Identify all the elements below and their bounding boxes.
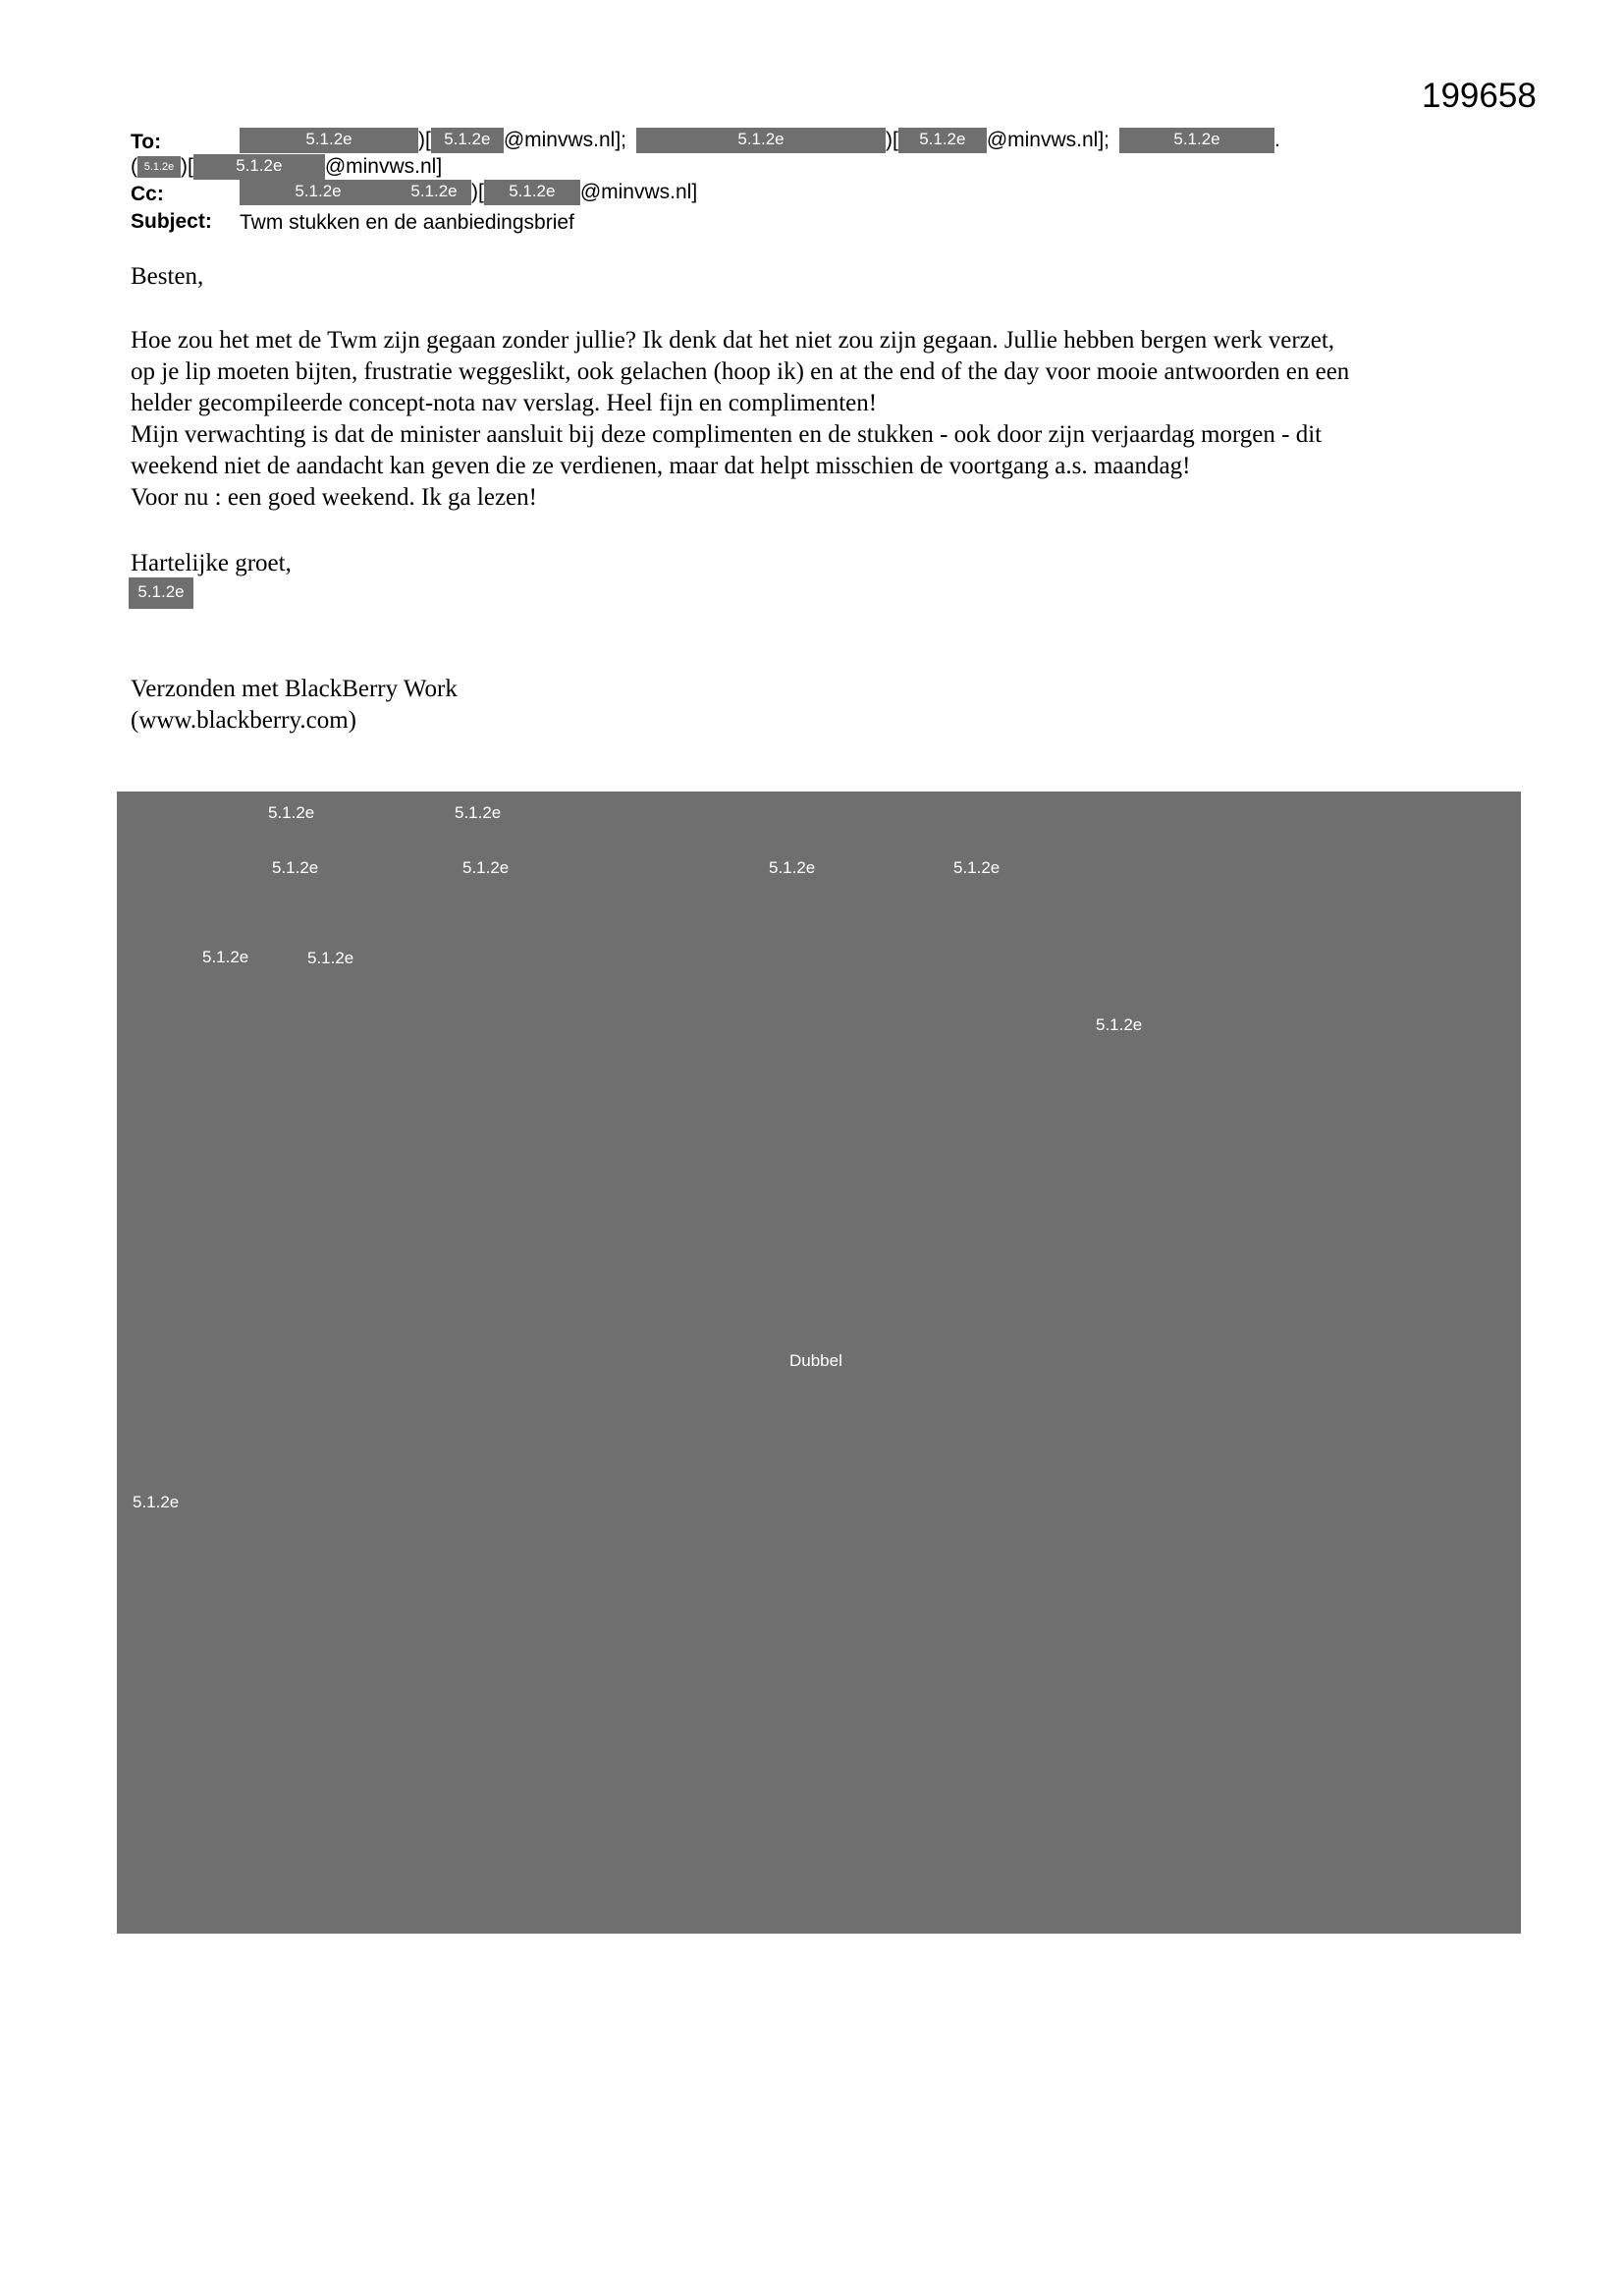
domain-text: @minvws.nl] xyxy=(579,181,698,203)
body-line: op je lip moeten bijten, frustratie weggeslikt, ook gelachen (hoop ik) en at the end of the day voor mooie antwoorden en een xyxy=(131,358,1350,385)
period: . xyxy=(1274,129,1280,151)
bracket: )[ xyxy=(181,155,193,178)
redaction: 5.1.2e xyxy=(240,180,397,205)
subject-label: Subject: xyxy=(131,210,212,233)
redaction-label: 5.1.2e xyxy=(462,858,510,877)
body-line: weekend niet de aandacht kan geven die ze verdienen, maar dat helpt misschien de voortgang a.s. maandag! xyxy=(131,453,1191,479)
to-label: To: xyxy=(131,131,162,153)
body-line: Voor nu : een goed weekend. Ik ga lezen! xyxy=(131,484,537,511)
closing: Hartelijke groet, xyxy=(131,550,292,576)
redaction: 5.1.2e xyxy=(431,128,504,153)
bracket: )[ xyxy=(418,129,431,151)
redaction: 5.1.2e xyxy=(129,577,193,609)
bracket: )[ xyxy=(471,181,484,203)
signature xyxy=(129,577,193,609)
redaction: 5.1.2e xyxy=(1119,128,1274,153)
dubbel-label: Dubbel xyxy=(789,1351,842,1370)
redaction-label: 5.1.2e xyxy=(455,803,502,822)
redaction: 5.1.2e xyxy=(397,180,471,205)
cc-label: Cc: xyxy=(131,183,164,205)
redaction-label: 5.1.2e xyxy=(202,948,249,966)
document-number: 199658 xyxy=(1422,77,1537,115)
body-line: Hoe zou het met de Twm zijn gegaan zonder jullie? Ik denk dat het niet zou zijn gegaan. Jullie hebben bergen werk verzet, xyxy=(131,327,1335,354)
greeting: Besten, xyxy=(131,263,204,290)
to-recipients-line1 xyxy=(240,128,1280,155)
redaction-label: 5.1.2e xyxy=(1096,1015,1143,1034)
domain-text: @minvws.nl]; xyxy=(986,129,1110,151)
body-line: helder gecompileerde concept-nota nav verslag. Heel fijn en complimenten! xyxy=(131,390,878,416)
domain-text: @minvws.nl]; xyxy=(503,129,626,151)
sent-url: (www.blackberry.com) xyxy=(131,707,356,734)
redaction-label: 5.1.2e xyxy=(953,858,1001,877)
message-body xyxy=(131,325,1505,514)
redaction: 5.1.2e xyxy=(636,128,886,153)
domain-text: @minvws.nl] xyxy=(324,155,443,178)
redacted-block xyxy=(117,792,1521,1934)
body-line: Mijn verwachting is dat de minister aansluit bij deze complimenten en de stukken - ook door zijn verjaardag morgen - dit xyxy=(131,421,1323,448)
redaction: 5.1.2e xyxy=(137,156,181,178)
redaction-label: 5.1.2e xyxy=(272,858,319,877)
redaction: 5.1.2e xyxy=(240,128,418,153)
to-recipients-line2 xyxy=(131,154,442,182)
redaction-label: 5.1.2e xyxy=(769,858,816,877)
redaction: 5.1.2e xyxy=(484,180,580,205)
redaction-label: 5.1.2e xyxy=(268,803,315,822)
redaction: 5.1.2e xyxy=(898,128,987,153)
bracket: )[ xyxy=(886,129,898,151)
paren: ( xyxy=(131,155,137,178)
subject-text: Twm stukken en de aanbiedingsbrief xyxy=(240,211,574,234)
redaction: 5.1.2e xyxy=(193,154,325,180)
sent-with: Verzonden met BlackBerry Work xyxy=(131,676,458,702)
cc-recipients xyxy=(240,180,697,207)
redaction-label: 5.1.2e xyxy=(307,949,354,967)
redaction-label: 5.1.2e xyxy=(133,1493,180,1511)
